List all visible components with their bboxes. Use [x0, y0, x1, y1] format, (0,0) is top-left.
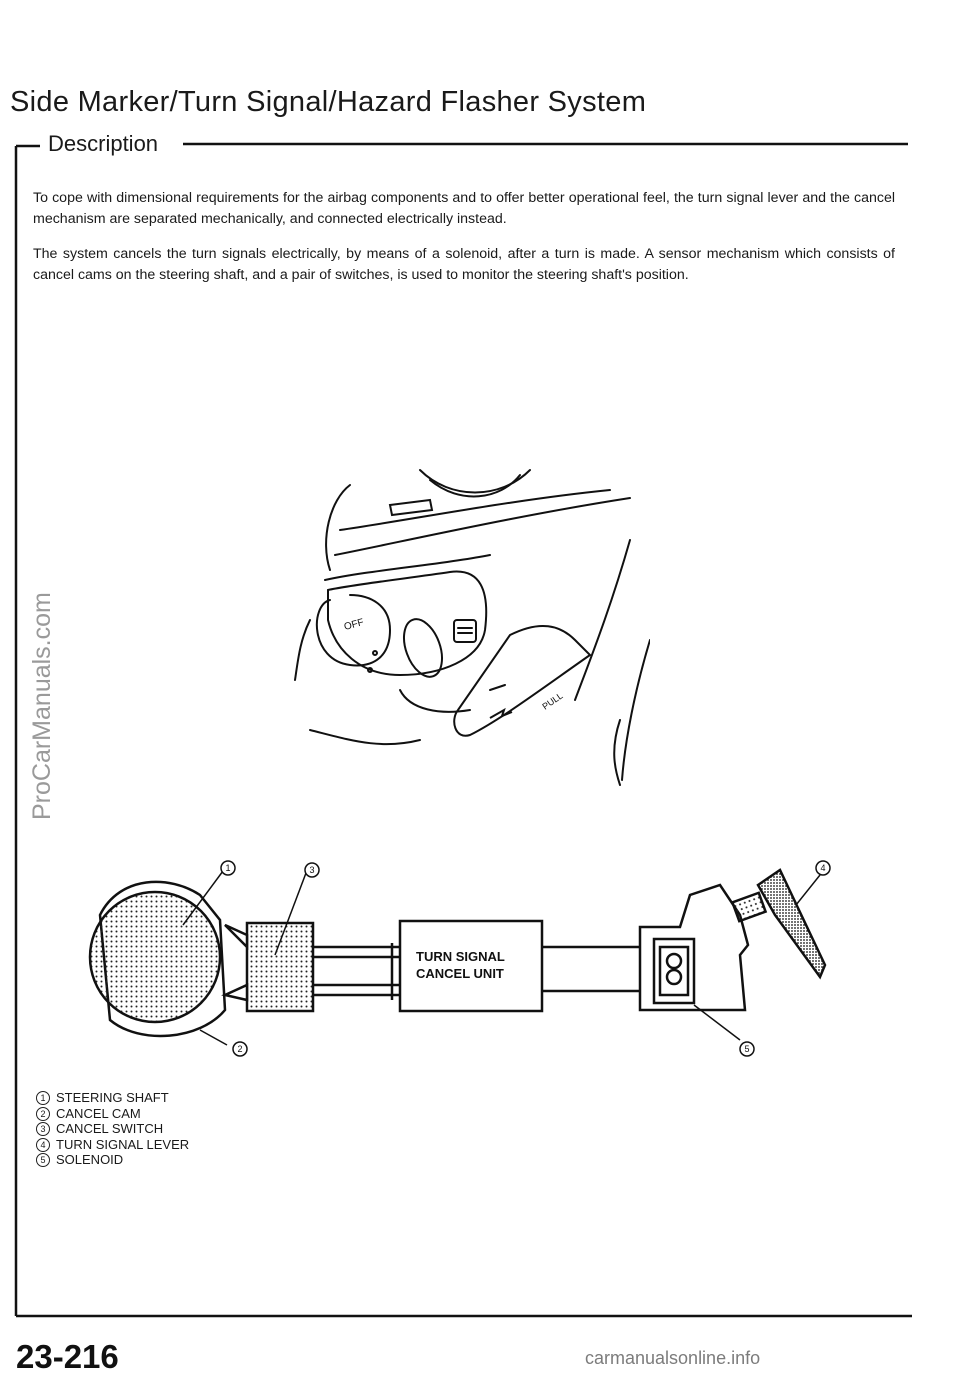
page-number: 23-216 [16, 1338, 119, 1375]
description-paragraph-2: The system cancels the turn signals electrically, by means of a solenoid, after a turn is made. A sensor mechanism which consists of cancel cams on the steering shaft, and a pair of switches, is used to monitor the steering shaft's position. [33, 246, 895, 283]
callout-2: 2 [237, 1044, 243, 1054]
cancel-mechanism-diagram [80, 855, 860, 1065]
cancel-switch [247, 923, 313, 1011]
turn-signal-lever [758, 870, 825, 977]
parts-legend [36, 1090, 189, 1168]
callout-5: 5 [744, 1044, 750, 1054]
legend-item: 1 STEERING SHAFT [36, 1090, 189, 1106]
legend-item: 3 CANCEL SWITCH [36, 1121, 189, 1137]
callout-4: 4 [820, 863, 826, 873]
section-heading: Description [44, 131, 162, 157]
box-label-line1: TURN SIGNAL [416, 949, 505, 964]
callout-3: 3 [309, 865, 315, 875]
cancel-cam [90, 892, 220, 1022]
switch-off-label: OFF [342, 617, 366, 633]
legend-item: 4 TURN SIGNAL LEVER [36, 1137, 189, 1153]
bottom-watermark: carmanualsonline.info [585, 1348, 761, 1368]
legend-item: 5 SOLENOID [36, 1152, 189, 1168]
side-watermark: ProCarManuals.com [28, 592, 56, 820]
box-label-line2: CANCEL UNIT [416, 966, 504, 981]
switch-pull-label: PULL [540, 690, 565, 712]
legend-item: 2 CANCEL CAM [36, 1106, 189, 1122]
description-paragraph-1: To cope with dimensional requirements for the airbag components and to offer better operational feel, the turn signal lever and the cancel mechanism are separated mechanically, and connected electrically instead. [33, 190, 895, 227]
page-title: Side Marker/Turn Signal/Hazard Flasher System [10, 86, 647, 118]
callout-1: 1 [225, 863, 231, 873]
steering-column-illustration [290, 460, 650, 790]
